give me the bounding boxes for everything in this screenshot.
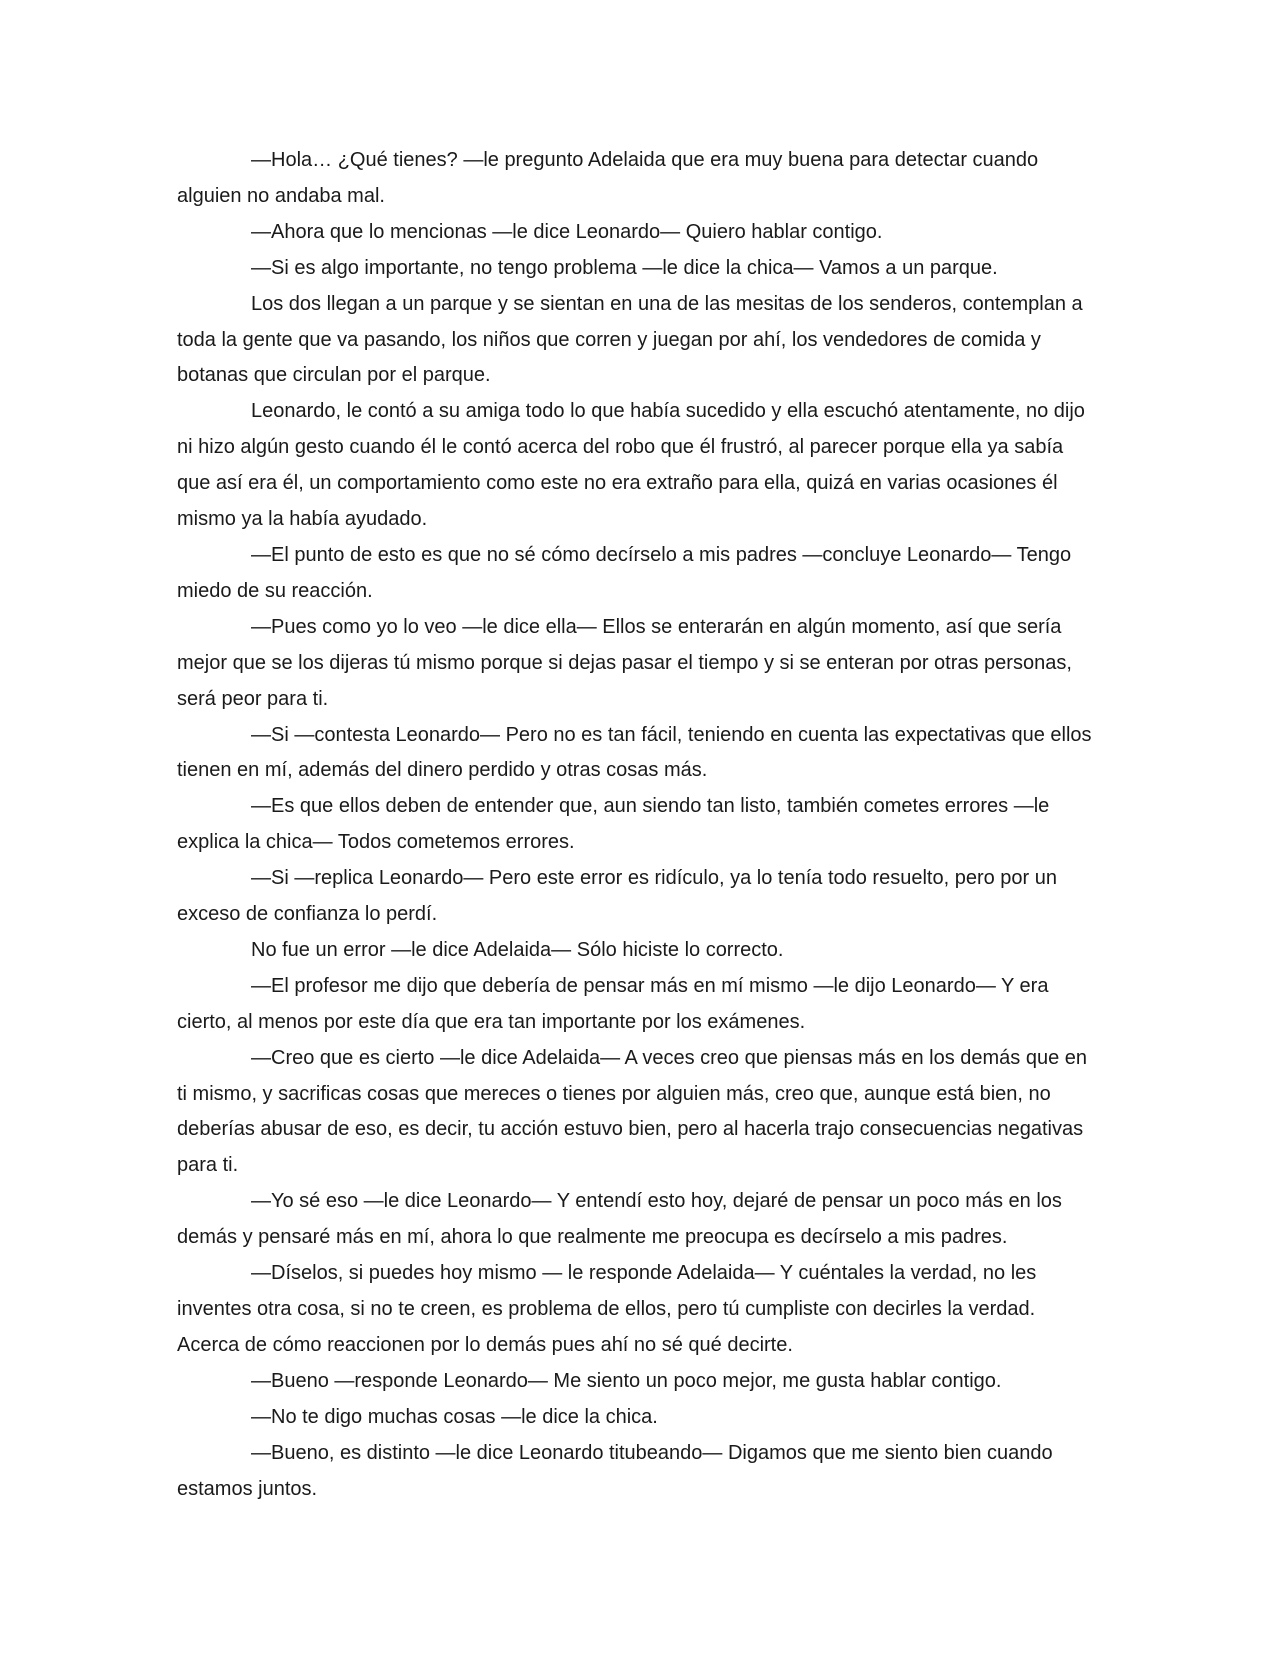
- paragraph: —Bueno, es distinto —le dice Leonardo titubeando— Digamos que me siento bien cuando estamos juntos.: [177, 1441, 1053, 1500]
- document-body: [177, 143, 1097, 1507]
- paragraph: Los dos llegan a un parque y se sientan en una de las mesitas de los senderos, contemplan a toda la gente que va pasando, los niños que corren y juegan por ahí, los vendedores de comida y botanas que circulan por el parque.: [177, 292, 1083, 387]
- paragraph: Leonardo, le contó a su amiga todo lo que había sucedido y ella escuchó atentamente, no dijo ni hizo algún gesto cuando él le contó acerca del robo que él frustró, al parecer porque ella ya sabía que así era él, un comportamiento como este no era extraño para ella, quizá en varias ocasiones él mismo ya la había ayudado.: [177, 400, 1085, 531]
- paragraph: —Si es algo importante, no tengo problema —le dice la chica— Vamos a un parque.: [251, 256, 998, 279]
- paragraph: —Yo sé eso —le dice Leonardo— Y entendí esto hoy, dejaré de pensar un poco más en los demás y pensaré más en mí, ahora lo que realmente me preocupa es decírselo a mis padres.: [177, 1190, 1062, 1249]
- paragraph: —El punto de esto es que no sé cómo decírselo a mis padres —concluye Leonardo— Tengo miedo de su reacción.: [177, 543, 1072, 602]
- paragraph: —Pues como yo lo veo —le dice ella— Ellos se enterarán en algún momento, así que sería mejor que se los dijeras tú mismo porque si dejas pasar el tiempo y si se enteran por otras personas, será peor para ti.: [177, 615, 1072, 710]
- paragraph: —Díselos, si puedes hoy mismo — le responde Adelaida— Y cuéntales la verdad, no les inventes otra cosa, si no te creen, es problema de ellos, pero tú cumpliste con decirles la verdad. Acerca de cómo reaccionen por lo demás pues ahí no sé qué decirte.: [177, 1262, 1037, 1356]
- paragraph: —Si —replica Leonardo— Pero este error es ridículo, ya lo tenía todo resuelto, pero por un exceso de confianza lo perdí.: [177, 867, 1057, 926]
- paragraph: No fue un error —le dice Adelaida— Sólo hiciste lo correcto.: [251, 938, 784, 961]
- paragraph: —No te digo muchas cosas —le dice la chica.: [251, 1405, 658, 1428]
- paragraph: —Hola… ¿Qué tienes? —le pregunto Adelaida que era muy buena para detectar cuando alguien no andaba mal.: [177, 149, 1039, 207]
- paragraph: —Bueno —responde Leonardo— Me siento un poco mejor, me gusta hablar contigo.: [251, 1369, 1002, 1392]
- paragraph: —Es que ellos deben de entender que, aun siendo tan listo, también cometes errores —le explica la chica— Todos cometemos errores.: [177, 795, 1050, 854]
- paragraph: —Ahora que lo mencionas —le dice Leonardo— Quiero hablar contigo.: [251, 220, 883, 243]
- paragraph: —Creo que es cierto —le dice Adelaida— A veces creo que piensas más en los demás que en ti mismo, y sacrificas cosas que mereces o tienes por alguien más, creo que, aunque está bien, no deberías abusar de eso, es decir, tu acción estuvo bien, pero al hacerla trajo consecuencias negativas para ti.: [177, 1046, 1088, 1177]
- paragraph: —El profesor me dijo que debería de pensar más en mí mismo —le dijo Leonardo— Y era cierto, al menos por este día que era tan importante por los exámenes.: [177, 974, 1049, 1033]
- paragraph: —Si —contesta Leonardo— Pero no es tan fácil, teniendo en cuenta las expectativas que ellos tienen en mí, además del dinero perdido y otras cosas más.: [177, 723, 1092, 782]
